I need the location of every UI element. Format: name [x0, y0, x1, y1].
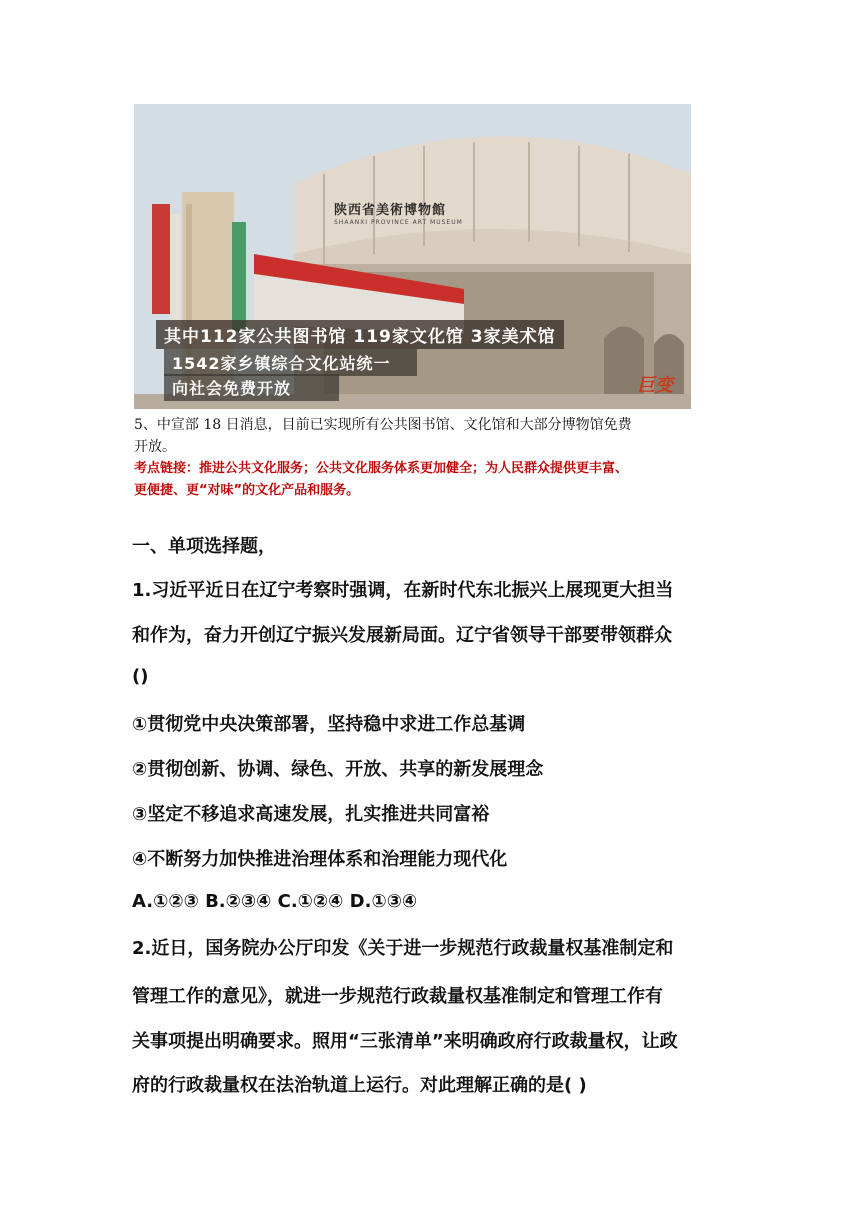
q1-option-4: ④不断努力加快推进治理体系和治理能力现代化: [132, 849, 508, 870]
caption-line-1: 其中112家公共图书馆 119家文化馆 3家美术馆: [156, 320, 564, 349]
caption-line-3: 向社会免费开放: [164, 374, 339, 401]
section-title: 一、单项选择题，: [132, 536, 276, 557]
q1-option-3: ③坚定不移追求高速发展，扎实推进共同富裕: [132, 804, 490, 825]
q1-stem-line3: (): [132, 666, 149, 687]
q1-stem-line2: 和作为，奋力开创辽宁振兴发展新局面。辽宁省领导干部要带领群众: [132, 625, 672, 646]
building-sign-english: SHAANXI PROVINCE ART MUSEUM: [334, 219, 463, 226]
q1-stem-line1: 1.习近平近日在辽宁考察时强调，在新时代东北振兴上展现更大担当: [132, 580, 674, 601]
q2-stem-line2: 管理工作的意见》，就进一步规范行政裁量权基准制定和管理工作有: [132, 986, 663, 1007]
item5-text-line2: 开放。: [134, 439, 176, 455]
q1-choices: A.①②③ B.②③④ C.①②④ D.①③④: [132, 891, 418, 912]
building-sign: 陕西省美術博物館: [334, 203, 447, 218]
q2-stem-line1: 2.近日，国务院办公厅印发《关于进一步规范行政裁量权基准制定和: [132, 938, 674, 959]
exam-link-line1: 考点链接：推进公共文化服务；公共文化服务体系更加健全；为人民群众提供更丰富、: [134, 461, 629, 476]
item5-text-line1: 5、中宣部 18 日消息，目前已实现所有公共图书馆、文化馆和大部分博物馆免费: [134, 417, 632, 433]
q1-option-2: ②贯彻创新、协调、绿色、开放、共享的新发展理念: [132, 759, 544, 780]
caption-line-2: 1542家乡镇综合文化站统一: [164, 349, 417, 376]
q2-stem-line4: 府的行政裁量权在法治轨道上运行。对此理解正确的是( ): [132, 1075, 587, 1096]
exam-link-line2: 更便捷、更“对味”的文化产品和服务。: [134, 483, 360, 498]
q1-option-1: ①贯彻党中央决策部署，坚持稳中求进工作总基调: [132, 714, 526, 735]
q2-stem-line3: 关事项提出明确要求。照用“三张清单”来明确政府行政裁量权，让政: [132, 1031, 678, 1052]
watermark-logo: 巨变: [637, 375, 673, 396]
news-photo: [134, 104, 691, 409]
